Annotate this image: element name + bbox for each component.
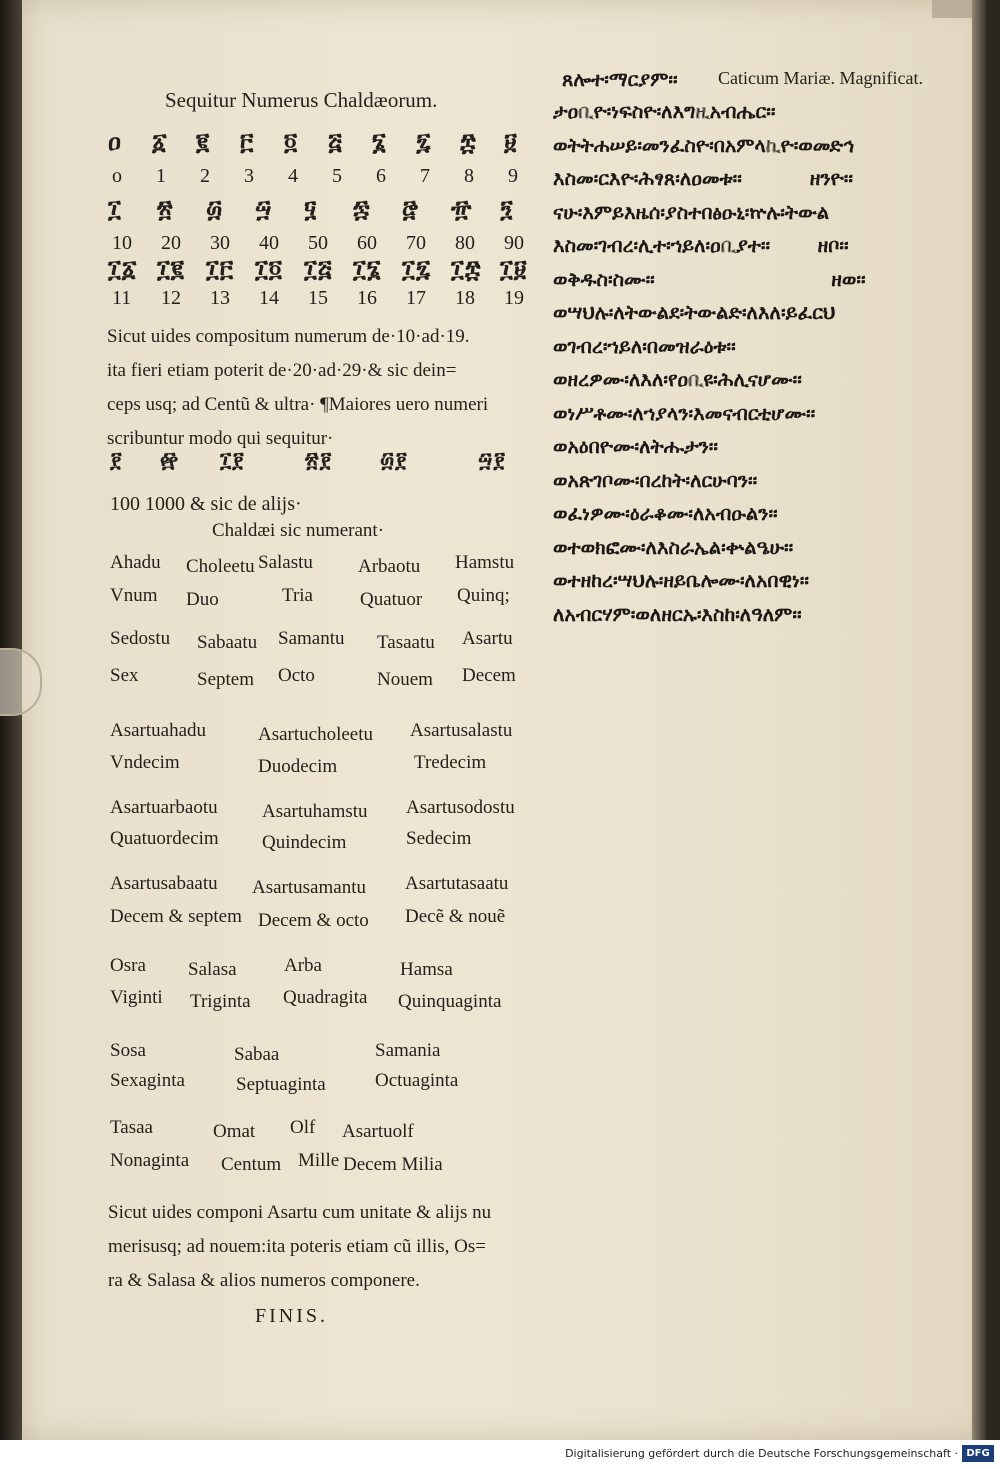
page-fold	[932, 0, 972, 18]
numeral-glyph: ፺	[500, 195, 514, 223]
number-word: Tasaatu	[377, 632, 435, 653]
numeral-value: 12	[161, 287, 181, 309]
latin-word: Sex	[110, 665, 139, 686]
numerals-heading: Sequitur Numerus Chaldæorum.	[165, 88, 438, 112]
number-word: Asartusodostu	[406, 797, 515, 818]
latin-word: Septem	[197, 669, 254, 690]
number-word: Salasa	[188, 959, 237, 980]
number-word: Asartusabaatu	[110, 873, 218, 894]
number-word: Ahadu	[110, 552, 161, 573]
number-word: Samania	[375, 1040, 441, 1061]
numeral-glyph: ፫	[240, 128, 255, 156]
para-line: scribuntur modo qui sequitur·	[107, 428, 334, 449]
latin-word: Decẽ & nouẽ	[405, 906, 506, 927]
numeral-glyph: ፼	[160, 448, 180, 472]
para-line: ita fieri etiam poterit de·20·ad·29·& sic dein=	[107, 360, 457, 381]
canticle-line: ወነሥቶሙ፡ለኀያላን፡እመናብርቲሆሙ፡፡	[553, 401, 816, 425]
para-line: ra & Salasa & alios numeros componere.	[108, 1270, 420, 1291]
latin-word: Octuaginta	[375, 1070, 459, 1091]
footer-credit: Digitalisierung gefördert durch die Deutsche Forschungsgemeinschaft ·	[565, 1447, 958, 1460]
numeral-value: 15	[308, 287, 328, 309]
numeral-value: 3	[244, 165, 254, 187]
numeral-value: 50	[308, 232, 328, 254]
numeral-value: 8	[464, 165, 474, 187]
numeral-glyph: ፲፮	[353, 255, 382, 283]
numeral-glyph: ፲፱	[500, 255, 528, 283]
numeral-glyph: ፶	[304, 195, 318, 223]
large-numbers: 100 1000 & sic de alijs·	[110, 493, 302, 515]
latin-word: Vndecim	[110, 752, 180, 773]
number-word: Sosa	[110, 1040, 146, 1061]
latin-word: Decem & octo	[258, 910, 369, 931]
numeral-glyph: ፬	[284, 128, 299, 156]
canticle-line: ወተዘከረ፡ሣህሉ፡ዘይቤሎሙ፡ለአበዊነ፡፡	[553, 569, 809, 592]
numeral-value: 4	[288, 165, 298, 187]
number-word: Osra	[110, 955, 146, 976]
latin-word: Sexaginta	[110, 1070, 185, 1091]
latin-word: Tredecim	[414, 752, 487, 773]
canticle-line: ወሣህሉ፡ለትውልደ፡ትውልድ፡ለእለ፡ይፈርህ	[553, 301, 836, 324]
numeral-glyph: ፳፻	[305, 448, 333, 472]
numeral-glyph: ፲፫	[206, 255, 235, 283]
numeral-value: 70	[406, 232, 426, 254]
numeral-glyph: ፲፬	[255, 255, 284, 283]
para-compose	[108, 1196, 491, 1298]
number-word: Hamstu	[455, 552, 515, 573]
numeral-value: 18	[455, 287, 475, 309]
latin-word: Duodecim	[258, 756, 338, 777]
numeral-value: 6	[376, 165, 386, 187]
latin-word: Mille	[298, 1150, 340, 1171]
canticle-line: ወተወክፎሙ፡ለእስራኤል፡ቍልዔሁ፡፡	[553, 535, 794, 559]
numeral-value: 90	[504, 232, 524, 254]
numeral-value: 60	[357, 232, 377, 254]
numeral-value: 9	[508, 165, 518, 187]
numeral-value: 14	[259, 287, 279, 309]
latin-word: Sedecim	[406, 828, 472, 849]
numeral-glyph: ፲፭	[304, 255, 333, 283]
numeral-glyph: ዐ	[108, 128, 122, 156]
numeral-value: 7	[420, 165, 430, 187]
canticle-title-latin: Caticum Mariæ. Magnificat.	[718, 68, 923, 88]
numeral-value: 13	[210, 287, 230, 309]
finis: FINIS.	[255, 1305, 329, 1327]
para-composition	[107, 320, 488, 456]
numeral-value: 5	[332, 165, 342, 187]
para-line: merisusq; ad nouem:ita poteris etiam cũ illis, Os=	[108, 1236, 486, 1257]
numeral-glyph: ፮	[372, 128, 387, 156]
number-word: Samantu	[278, 628, 345, 649]
canticle-line: ለአብርሃም፡ወለዘርኡ፡እስከ፡ለዓለም፡፡	[553, 602, 802, 626]
latin-word: Decem & septem	[110, 906, 242, 927]
numeral-value: 30	[210, 232, 230, 254]
number-word: Salastu	[258, 552, 313, 573]
latin-word: Quatuor	[360, 589, 423, 610]
numeral-glyph: ፲፰	[451, 255, 482, 283]
para-line: Sicut uides compositum numerum de·10·ad·19.	[107, 326, 470, 347]
number-word: Arba	[284, 955, 322, 976]
latin-word: Decem	[462, 665, 516, 686]
numeral-glyph: ፳	[157, 195, 174, 223]
page-edge	[972, 0, 986, 1440]
number-word: Asartusalastu	[410, 720, 513, 741]
number-word: Sabaatu	[197, 632, 258, 653]
number-word: Olf	[290, 1117, 316, 1138]
footer-bar	[0, 1440, 1000, 1469]
numeral-glyph: ፲፯	[402, 255, 432, 283]
chaldaei-heading: Chaldæi sic numerant·	[212, 520, 385, 541]
numeral-glyph: ፪	[196, 128, 211, 156]
number-word: Sedostu	[110, 628, 171, 649]
latin-word: Duo	[186, 589, 219, 610]
numeral-value: 10	[112, 232, 132, 254]
latin-word: Quinq;	[457, 585, 510, 606]
latin-word: Vnum	[110, 585, 158, 606]
numeral-glyph: ፵፻	[478, 448, 507, 472]
canticle-line: ታዐቢዮ፡ነፍስዮ፡ለእግዚአብሔር፡፡	[553, 100, 776, 123]
latin-word: Quinquaginta	[398, 991, 502, 1012]
numeral-glyph: ፯	[416, 128, 432, 156]
numeral-glyph: ፵	[255, 195, 273, 223]
canticle-line: ናሁ፡እምይእዜሰ፡ያስተበፅዑኒ፡ኵሉ፡ትውል	[553, 200, 830, 224]
canticle-line: ወአዕበዮሙ፡ለትሑታን፡፡	[553, 435, 719, 458]
numeral-value: 1	[156, 165, 166, 187]
latin-word: Decem Milia	[343, 1154, 443, 1175]
latin-word: Nouem	[377, 669, 433, 690]
latin-word: Centum	[221, 1154, 282, 1175]
canticle-line: ወፈነዎሙ፡ዕራቆሙ፡ለአብዑልን፡፡	[553, 502, 778, 525]
numeral-value: 2	[200, 165, 210, 187]
canticle-line: ወቅዱስ፡ስሙ፡፡ ዘወ፡፡	[553, 267, 866, 291]
number-word: Asartutasaatu	[405, 873, 509, 894]
numeral-glyph: ፴፻	[380, 448, 408, 472]
canticle-line: ወገብረ፡ኀይለ፡በመዝራዕቱ፡፡	[553, 334, 736, 358]
latin-word: Quatuordecim	[110, 828, 219, 849]
numeral-value: 80	[455, 232, 475, 254]
latin-word: Viginti	[110, 987, 163, 1008]
numeral-value: 17	[406, 287, 426, 309]
number-word: Choleetu	[186, 556, 255, 577]
latin-word: Tria	[282, 585, 313, 606]
number-word: Asartuahadu	[110, 720, 207, 741]
numeral-value: 11	[112, 287, 132, 309]
number-word: Asartu	[462, 628, 513, 649]
numeral-glyph: ፷	[353, 195, 371, 223]
numeral-value: 40	[259, 232, 279, 254]
number-word: Asartuhamstu	[262, 801, 368, 822]
number-word: Hamsa	[400, 959, 453, 980]
number-word: Arbaotu	[358, 556, 421, 577]
number-word: Asartusamantu	[252, 877, 366, 898]
numeral-glyph: ፹	[451, 195, 473, 223]
dfg-logo: DFG	[962, 1445, 994, 1462]
numeral-glyph: ፭	[328, 128, 343, 156]
numeral-glyph: ፩	[152, 128, 168, 156]
numeral-value: 19	[504, 287, 524, 309]
number-word: Sabaa	[234, 1044, 280, 1065]
para-line: ceps usq; ad Centũ & ultra· ¶Maiores uero numeri	[107, 394, 489, 415]
canticle-line: እስመ፡ገብረ፡ሊተ፡ኀይለ፡ዐቢያተ፡፡ ዘቦ፡፡	[553, 234, 849, 257]
numeral-glyph: ፰	[460, 128, 477, 156]
number-word: Omat	[213, 1121, 256, 1142]
numeral-glyph: ፻	[110, 448, 123, 472]
numeral-glyph: ፸	[402, 195, 419, 223]
numeral-glyph: ፲፻	[220, 448, 245, 472]
numeral-value: 16	[357, 287, 377, 309]
numeral-value: o	[112, 165, 122, 187]
numeral-glyph: ፲፩	[108, 255, 138, 283]
para-line: Sicut uides componi Asartu cum unitate & alijs nu	[108, 1202, 492, 1223]
canticle-title-ethiopic: ጸሎተ፡ማርያም፡፡	[562, 68, 678, 91]
latin-word: Quadragita	[283, 987, 368, 1008]
latin-word: Nonaginta	[110, 1150, 190, 1171]
latin-word: Triginta	[190, 991, 251, 1012]
number-word: Asartuolf	[342, 1121, 414, 1142]
canticle-line: ወዘረዎሙ፡ለእለ፡የዐቢዩ፡ሕሊናሆሙ፡፡	[553, 368, 802, 391]
numeral-glyph: ፲	[108, 195, 122, 223]
number-word: Asartuarbaotu	[110, 797, 218, 818]
canticle-line: ወትትሐሠይ፡መንፈስዮ፡በአምላኪዮ፡ወመድኅ	[553, 133, 855, 157]
number-word: Asartucholeetu	[258, 724, 374, 745]
numeral-value: 20	[161, 232, 181, 254]
numeral-glyph: ፴	[206, 195, 224, 223]
book-gutter	[0, 0, 22, 1440]
numeral-glyph: ፲፪	[157, 255, 185, 283]
number-word: Tasaa	[110, 1117, 153, 1138]
latin-word: Octo	[278, 665, 315, 686]
latin-word: Septuaginta	[236, 1074, 326, 1095]
numeral-glyph: ፱	[504, 128, 518, 156]
canticle-line: ወአጽገቦሙ፡በረከት፡ለርሁባን፡፡	[553, 468, 758, 492]
latin-word: Quindecim	[262, 832, 347, 853]
canticle-line: እስመ፡ርእዮ፡ሕፃጸ፡ለዐመቱ፡፡ ዘንዮ፡፡	[553, 167, 853, 190]
